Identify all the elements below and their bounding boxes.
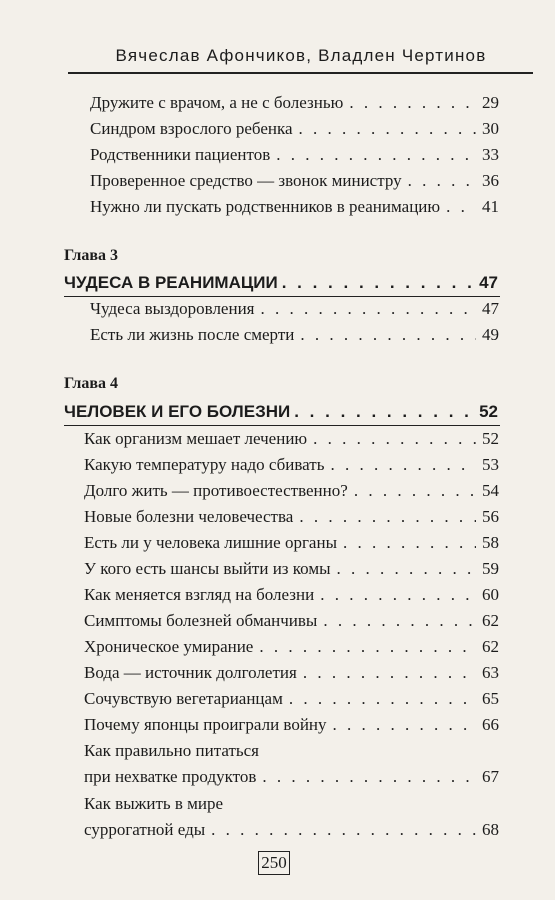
- chapter-label: Глава 4: [64, 375, 118, 392]
- toc-entry: [90, 118, 499, 140]
- dot-leader: [333, 714, 476, 736]
- dot-leader: [337, 558, 476, 580]
- toc-entry: [84, 506, 499, 528]
- dot-leader: [289, 688, 476, 710]
- dot-leader: [299, 118, 476, 140]
- chapter-title-text: ЧУДЕСА В РЕАНИМАЦИИ: [64, 273, 278, 292]
- chapter-label: Глава 3: [64, 247, 118, 264]
- toc-entry: [84, 558, 499, 580]
- toc-entry: [84, 662, 499, 684]
- toc-entry-title: Нужно ли пускать родственников в реанимацию: [90, 197, 441, 216]
- dot-leader: [320, 584, 476, 606]
- chapter-page: 47: [479, 273, 498, 292]
- toc-entry: [90, 196, 499, 218]
- toc-entry: [84, 584, 499, 606]
- toc-entry-title: Проверенное средство — звонок министру: [90, 171, 402, 190]
- chapter-title: [64, 272, 498, 294]
- toc-entry-page: 66: [482, 715, 499, 734]
- dot-leader: [343, 532, 476, 554]
- toc-entry: [90, 170, 499, 192]
- toc-entry: [84, 454, 499, 476]
- dot-leader: [261, 298, 477, 320]
- toc-entry-title: Есть ли у человека лишние органы: [84, 533, 337, 552]
- toc-entry-title: Сочувствую вегетарианцам: [84, 689, 283, 708]
- toc-entry-title: Новые болезни человечества: [84, 507, 294, 526]
- toc-entry-page: 63: [482, 663, 499, 682]
- chapter-page: 52: [479, 402, 498, 421]
- page-number: 250: [258, 851, 290, 875]
- chapter-rule: [64, 425, 500, 426]
- toc-entry: [84, 532, 499, 554]
- toc-entry-title: Есть ли жизнь после смерти: [90, 325, 295, 344]
- dot-leader: [259, 636, 476, 658]
- toc-entry-title: Хроническое умирание: [84, 637, 254, 656]
- dot-leader: [323, 610, 476, 632]
- toc-entry: [90, 92, 499, 114]
- running-head: Вячеслав Афончиков, Владлен Чертинов: [115, 46, 487, 65]
- dot-leader: [330, 454, 476, 476]
- toc-entry-title: Вода — источник долголетия: [84, 663, 297, 682]
- toc-entry: [84, 428, 499, 450]
- dot-leader: [354, 480, 476, 502]
- toc-entry-page: 52: [482, 429, 499, 448]
- toc-entry-title-line2: суррогатной еды: [84, 820, 206, 839]
- dot-leader: [349, 92, 476, 114]
- toc-entry-page: 36: [482, 171, 499, 190]
- toc-entry: [84, 610, 499, 632]
- dot-leader: [300, 324, 476, 346]
- toc-entry: [84, 636, 499, 658]
- toc-entry-page: 59: [482, 559, 499, 578]
- dot-leader: [211, 819, 476, 841]
- dot-leader: [282, 272, 475, 294]
- toc-entry: [90, 144, 499, 166]
- toc-entry-title: У кого есть шансы выйти из комы: [84, 559, 331, 578]
- toc-entry: [84, 688, 499, 710]
- toc-entry: [90, 324, 499, 346]
- toc-entry-title: Симптомы болезней обманчивы: [84, 611, 318, 630]
- toc-entry: [84, 714, 499, 736]
- dot-leader: [276, 144, 476, 166]
- toc-entry-title: Дружите с врачом, а не с болезнью: [90, 93, 344, 112]
- dot-leader: [262, 766, 476, 788]
- toc-entry: [84, 766, 499, 788]
- toc-entry-title: Как меняется взгляд на болезни: [84, 585, 315, 604]
- toc-entry-page: 47: [482, 299, 499, 318]
- toc-entry-title: Чудеса выздоровления: [90, 299, 255, 318]
- dot-leader: [303, 662, 476, 684]
- toc-entry-page: 53: [482, 455, 499, 474]
- dot-leader: [446, 196, 476, 218]
- toc-entry-page: 54: [482, 481, 499, 500]
- toc-entry-page: 33: [482, 145, 499, 164]
- header-rule: [68, 72, 533, 74]
- toc-entry-page: 58: [482, 533, 499, 552]
- toc-entry-page: 60: [482, 585, 499, 604]
- dot-leader: [294, 401, 475, 423]
- toc-entry-page: 65: [482, 689, 499, 708]
- chapter-rule: [64, 296, 500, 297]
- toc-entry-page: 62: [482, 611, 499, 630]
- toc-entry-title: Почему японцы проиграли войну: [84, 715, 327, 734]
- toc-entry-title-line1: Как правильно питаться: [84, 741, 260, 760]
- toc-entry: [90, 298, 499, 320]
- toc-entry-title: Синдром взрослого ребенка: [90, 119, 293, 138]
- toc-entry-title: Долго жить — противоестественно?: [84, 481, 348, 500]
- toc-entry-page: 67: [482, 767, 499, 786]
- dot-leader: [299, 506, 476, 528]
- toc-entry-title-line1: Как выжить в мире: [84, 794, 224, 813]
- dot-leader: [313, 428, 476, 450]
- toc-entry-page: 30: [482, 119, 499, 138]
- toc-entry-title-line2: при нехватке продуктов: [84, 767, 257, 786]
- toc-entry: [84, 480, 499, 502]
- toc-entry-title: Какую температуру надо сбивать: [84, 455, 325, 474]
- toc-entry-page: 41: [482, 197, 499, 216]
- toc-entry-page: 29: [482, 93, 499, 112]
- dot-leader: [408, 170, 476, 192]
- chapter-title: [64, 401, 498, 423]
- chapter-title-text: ЧЕЛОВЕК И ЕГО БОЛЕЗНИ: [64, 402, 291, 421]
- toc-entry-title: Родственники пациентов: [90, 145, 271, 164]
- toc-entry-title: Как организм мешает лечению: [84, 429, 308, 448]
- toc-entry: [84, 819, 499, 841]
- toc-entry-page: 62: [482, 637, 499, 656]
- toc-entry-page: 68: [482, 820, 499, 839]
- toc-entry-page: 56: [482, 507, 499, 526]
- toc-entry-page: 49: [482, 325, 499, 344]
